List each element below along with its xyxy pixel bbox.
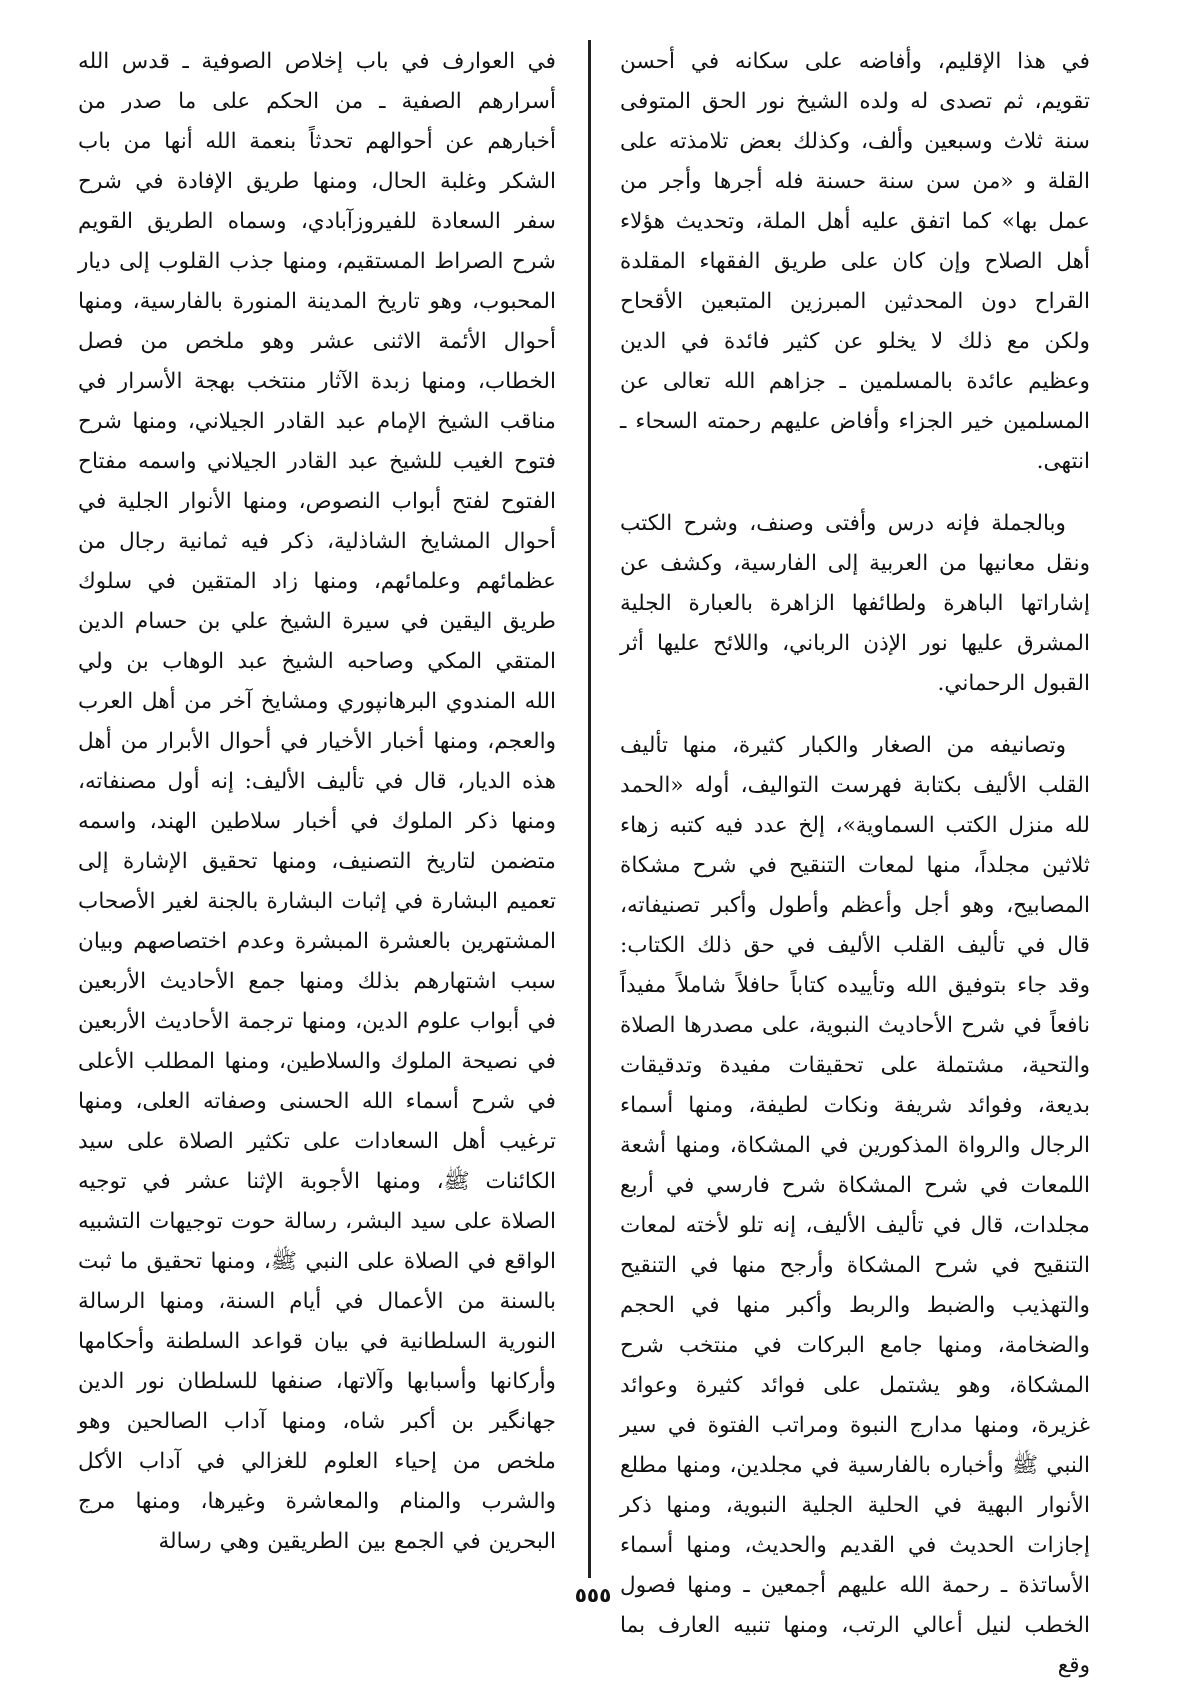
paragraph: وبالجملة فإنه درس وأفتى وصنف، وشرح الكتب ونقل معانيها من العربية إلى الفارسية، وكشف عن إشاراتها الباهرة ولطائفها الزاهرة بالعبارة الجلية المشرق عليها نور الإذن الرباني، واللائح عليها أثر القبول الرحماني. — [620, 511, 1090, 696]
paragraph: في العوارف في باب إخلاص الصوفية ـ قدس الله أسرارهم الصفية ـ من الحكم على ما صدر من أخبارهم عن أحوالهم تحدثاً بنعمة الله أنها من باب الشكر وغلبة الحال، ومنها طريق الإفادة في شرح سفر السعادة للفيروزآبادي، وسماه الطريق القويم شرح الصراط المستقيم، ومنها جذب القلوب إلى ديار المحبوب، وهو تاريخ المدينة المنورة بالفارسية، ومنها أحوال الأئمة الاثنى عشر وهو ملخص من فصل الخطاب، ومنها زبدة الآثار منتخب بهجة الأسرار في مناقب الشيخ الإمام عبد القادر الجيلاني، ومنها شرح فتوح الغيب للشيخ عبد القادر الجيلاني واسمه مفتاح الفتوح لفتح أبواب النصوص، ومنها الأنوار الجلية في أحوال المشايخ الشاذلية، ذكر فيه ثمانية رجال من عظمائهم وعلمائهم، ومنها زاد المتقين في سلوك طريق اليقين في سيرة الشيخ علي بن حسام الدين المتقي المكي وصاحبه الشيخ عبد الوهاب بن ولي الله المندوي البرهانپوري ومشايخ آخر من أهل العرب والعجم، ومنها أخبار الأخيار في أحوال الأبرار من أهل هذه الديار، قال في تأليف الأليف: إنه أول مصنفاته، ومنها ذكر الملوك في أخبار سلاطين الهند، واسمه متضمن لتاريخ التصنيف، ومنها تحقيق الإشارة إلى تعميم البشارة في إثبات البشارة بالجنة لغير الأصحاب المشتهرين بالعشرة المبشرة وعدم اختصاصهم وبيان سبب اشتهارهم بذلك ومنها جمع الأحاديث الأربعين في أبواب علوم الدين، ومنها ترجمة الأحاديث الأربعين في نصيحة الملوك والسلاطين، ومنها المطلب الأعلى في شرح أسماء الله الحسنى وصفاته العلى، ومنها ترغيب أهل السعادات على تكثير الصلاة على سيد الكائنات ﷺ، ومنها الأجوبة الإثنا عشر في توجيه الصلاة على سيد البشر، رسالة حوت توجيهات التشبيه الواقع في الصلاة على النبي ﷺ، ومنها تحقيق ما ثبت بالسنة من الأعمال في أيام السنة، ومنها الرسالة النورية السلطانية في بيان قواعد السلطنة وأحكامها وأركانها وأسبابها وآلاتها، صنفها للسلطان نور الدين جهانگير بن أكبر شاه، ومنها آداب الصالحين وهو ملخص من إحياء العلوم للغزالي في آداب الأكل والشرب والمنام والمعاشرة وغيرها، ومنها مرج البحرين في الجمع بين الطريقين وهي رسالة — [78, 49, 556, 1554]
paragraph: وتصانيفه من الصغار والكبار كثيرة، منها تأليف القلب الأليف بكتابة فهرست التواليف، أوله «الحمد لله منزل الكتب السماوية»، إلخ عدد فيه كتبه زهاء ثلاثين مجلداً، منها لمعات التنقيح في شرح مشكاة المصابيح، وهو أجل وأعظم وأطول وأكبر تصنيفاته، قال في تأليف القلب الأليف في حق ذلك الكتاب: وقد جاء بتوفيق الله وتأييده كتاباً حافلاً شاملاً مفيداً نافعاً في شرح الأحاديث النبوية، على مصدرها الصلاة والتحية، مشتملة على تحقيقات مفيدة وتدقيقات بديعة، وفوائد شريفة ونكات لطيفة، ومنها أسماء الرجال والرواة المذكورين في المشكاة، ومنها أشعة اللمعات في شرح المشكاة شرح فارسي في أربع مجلدات، قال في تأليف الأليف، إنه تلو لأخته لمعات التنقيح في شرح المشكاة وأرجح منها في التنقيح والتهذيب والضبط والربط وأكبر منها في الحجم والضخامة، ومنها جامع البركات في منتخب شرح المشكاة، وهو يشتمل على فوائد كثيرة وعوائد غزيرة، ومنها مدارج النبوة ومراتب الفتوة في سير النبي ﷺ وأخباره بالفارسية في مجلدين، ومنها مطلع الأنوار البهية في الحلية الجلية النبوية، ومنها ذكر إجازات الحديث في القديم والحديث، ومنها أسماء الأساتذة ـ رحمة الله عليهم أجمعين ـ ومنها فصول الخطب لنيل أعالي الرتب، ومنها تنبيه العارف بما وقع — [620, 733, 1090, 1678]
left-column — [78, 42, 556, 1562]
column-divider — [588, 40, 591, 1578]
page-number: ٥٥٥ — [574, 1583, 612, 1607]
right-column — [620, 42, 1090, 1686]
paragraph: في هذا الإقليم، وأفاضه على سكانه في أحسن تقويم، ثم تصدى له ولده الشيخ نور الحق المتوفى سنة ثلاث وسبعين وألف، وكذلك بعض تلامذته على القلة و «من سن سنة حسنة فله أجرها وأجر من عمل بها» كما اتفق عليه أهل الملة، وتحديث هؤلاء أهل الصلاح وإن كان على طريق الفقهاء المقلدة القراح دون المحدثين المبرزين المتبعين الأقحاح ولكن مع ذلك لا يخلو عن كثير فائدة في الدين وعظيم عائدة بالمسلمين ـ جزاهم الله تعالى عن المسلمين خير الجزاء وأفاض عليهم رحمته السحاء ـ انتهى. — [620, 49, 1090, 474]
